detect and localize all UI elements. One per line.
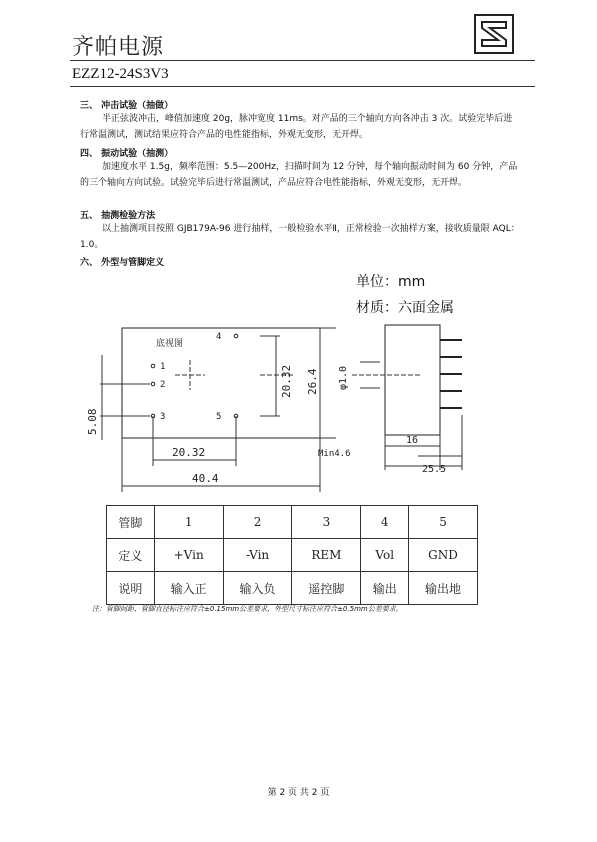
section-body-shock: 半正弦波冲击，峰值加速度 20g，脉冲宽度 11ms。对产品的三个轴向方向各冲击 3 次。试验完毕后进行常温测试，测试结果应符合产品的电性能指标，外观无变形，无开焊。 (80, 114, 513, 140)
dim-16: 16 (406, 435, 419, 446)
pin-3-label: 3 (160, 412, 166, 422)
dim-min-4-6: Min4.6 (318, 449, 351, 459)
header-rule-top (70, 60, 535, 61)
model-number: EZZ12-24S3V3 (72, 66, 169, 82)
section-title-outline: 六、 外型与管脚定义 (80, 258, 165, 268)
table-row (107, 506, 478, 539)
table-cell: 输入正 (154, 572, 223, 605)
table-cell: 输出 (361, 572, 409, 605)
pin-definition-table (106, 505, 478, 605)
table-cell: +Vin (154, 539, 223, 572)
table-cell: -Vin (223, 539, 292, 572)
dim-25-5: 25.5 (422, 464, 447, 475)
tolerance-note: 注：管脚间距、管脚直径标注应符合±0.15mm公差要求，外型尺寸标注应符合±0.5mm公差要求。 (92, 605, 403, 613)
pin-2-label: 2 (160, 380, 166, 390)
section-body-vibration: 加速度水平 1.5g，频率范围：5.5—200Hz，扫描时间为 12 分钟，每个轴向振动时间为 60 分钟，产品的三个轴向方向试验。试验完毕后进行常温测试，产品应符合电性能指标，外观无变形，无开焊。 (80, 162, 518, 188)
table-cell: 说明 (107, 572, 155, 605)
table-row (107, 572, 478, 605)
company-logo (474, 14, 514, 54)
table-cell: 定义 (107, 539, 155, 572)
table-cell: Vol (361, 539, 409, 572)
pin-5-label: 5 (216, 412, 222, 422)
pin-1-marker (151, 364, 155, 368)
table-cell: 输出地 (409, 572, 478, 605)
table-cell: 2 (223, 506, 292, 539)
pin-2-marker (151, 382, 155, 386)
outline-drawing (80, 270, 520, 500)
table-cell: 3 (292, 506, 361, 539)
dim-20-32-vertical: 20.32 (280, 364, 293, 398)
section-body-sampling: 以上抽测项目按照 GJB179A-96 进行抽样，一般检验水平Ⅱ，正常检验一次抽样方案，接收质量限 AQL：1.0。 (80, 224, 520, 250)
section-title-shock: 三、 冲击试验（抽做） (80, 101, 174, 111)
dim-26-4: 26.4 (306, 368, 319, 395)
section-title-vibration: 四、 振动试验（抽测） (80, 149, 174, 159)
table-cell: 管脚 (107, 506, 155, 539)
company-name: 齐帕电源 (72, 35, 165, 60)
dim-40-4: 40.4 (192, 472, 219, 485)
pin-1-label: 1 (160, 362, 166, 372)
dim-20-32-horizontal: 20.32 (172, 446, 206, 459)
section-title-sampling: 五、 抽测检验方法 (80, 211, 156, 221)
table-cell: GND (409, 539, 478, 572)
module-side-view (385, 325, 440, 435)
dim-5-08: 5.08 (86, 408, 99, 435)
page-footer: 第 2 页 共 2 页 (267, 788, 330, 798)
table-cell: 5 (409, 506, 478, 539)
unit-label: 单位：mm (356, 274, 426, 290)
bottom-view-label: 底视图 (156, 339, 184, 349)
dim-pin-diameter: φ1.0 (338, 365, 349, 390)
pin-4-marker (234, 334, 238, 338)
table-cell: 4 (361, 506, 409, 539)
table-cell: 输入负 (223, 572, 292, 605)
header-rule-bottom (70, 86, 535, 87)
table-cell: REM (292, 539, 361, 572)
table-cell: 遥控脚 (292, 572, 361, 605)
material-label: 材质：六面金属 (356, 300, 454, 316)
table-row (107, 539, 478, 572)
pin-4-label: 4 (216, 332, 222, 342)
table-cell: 1 (154, 506, 223, 539)
